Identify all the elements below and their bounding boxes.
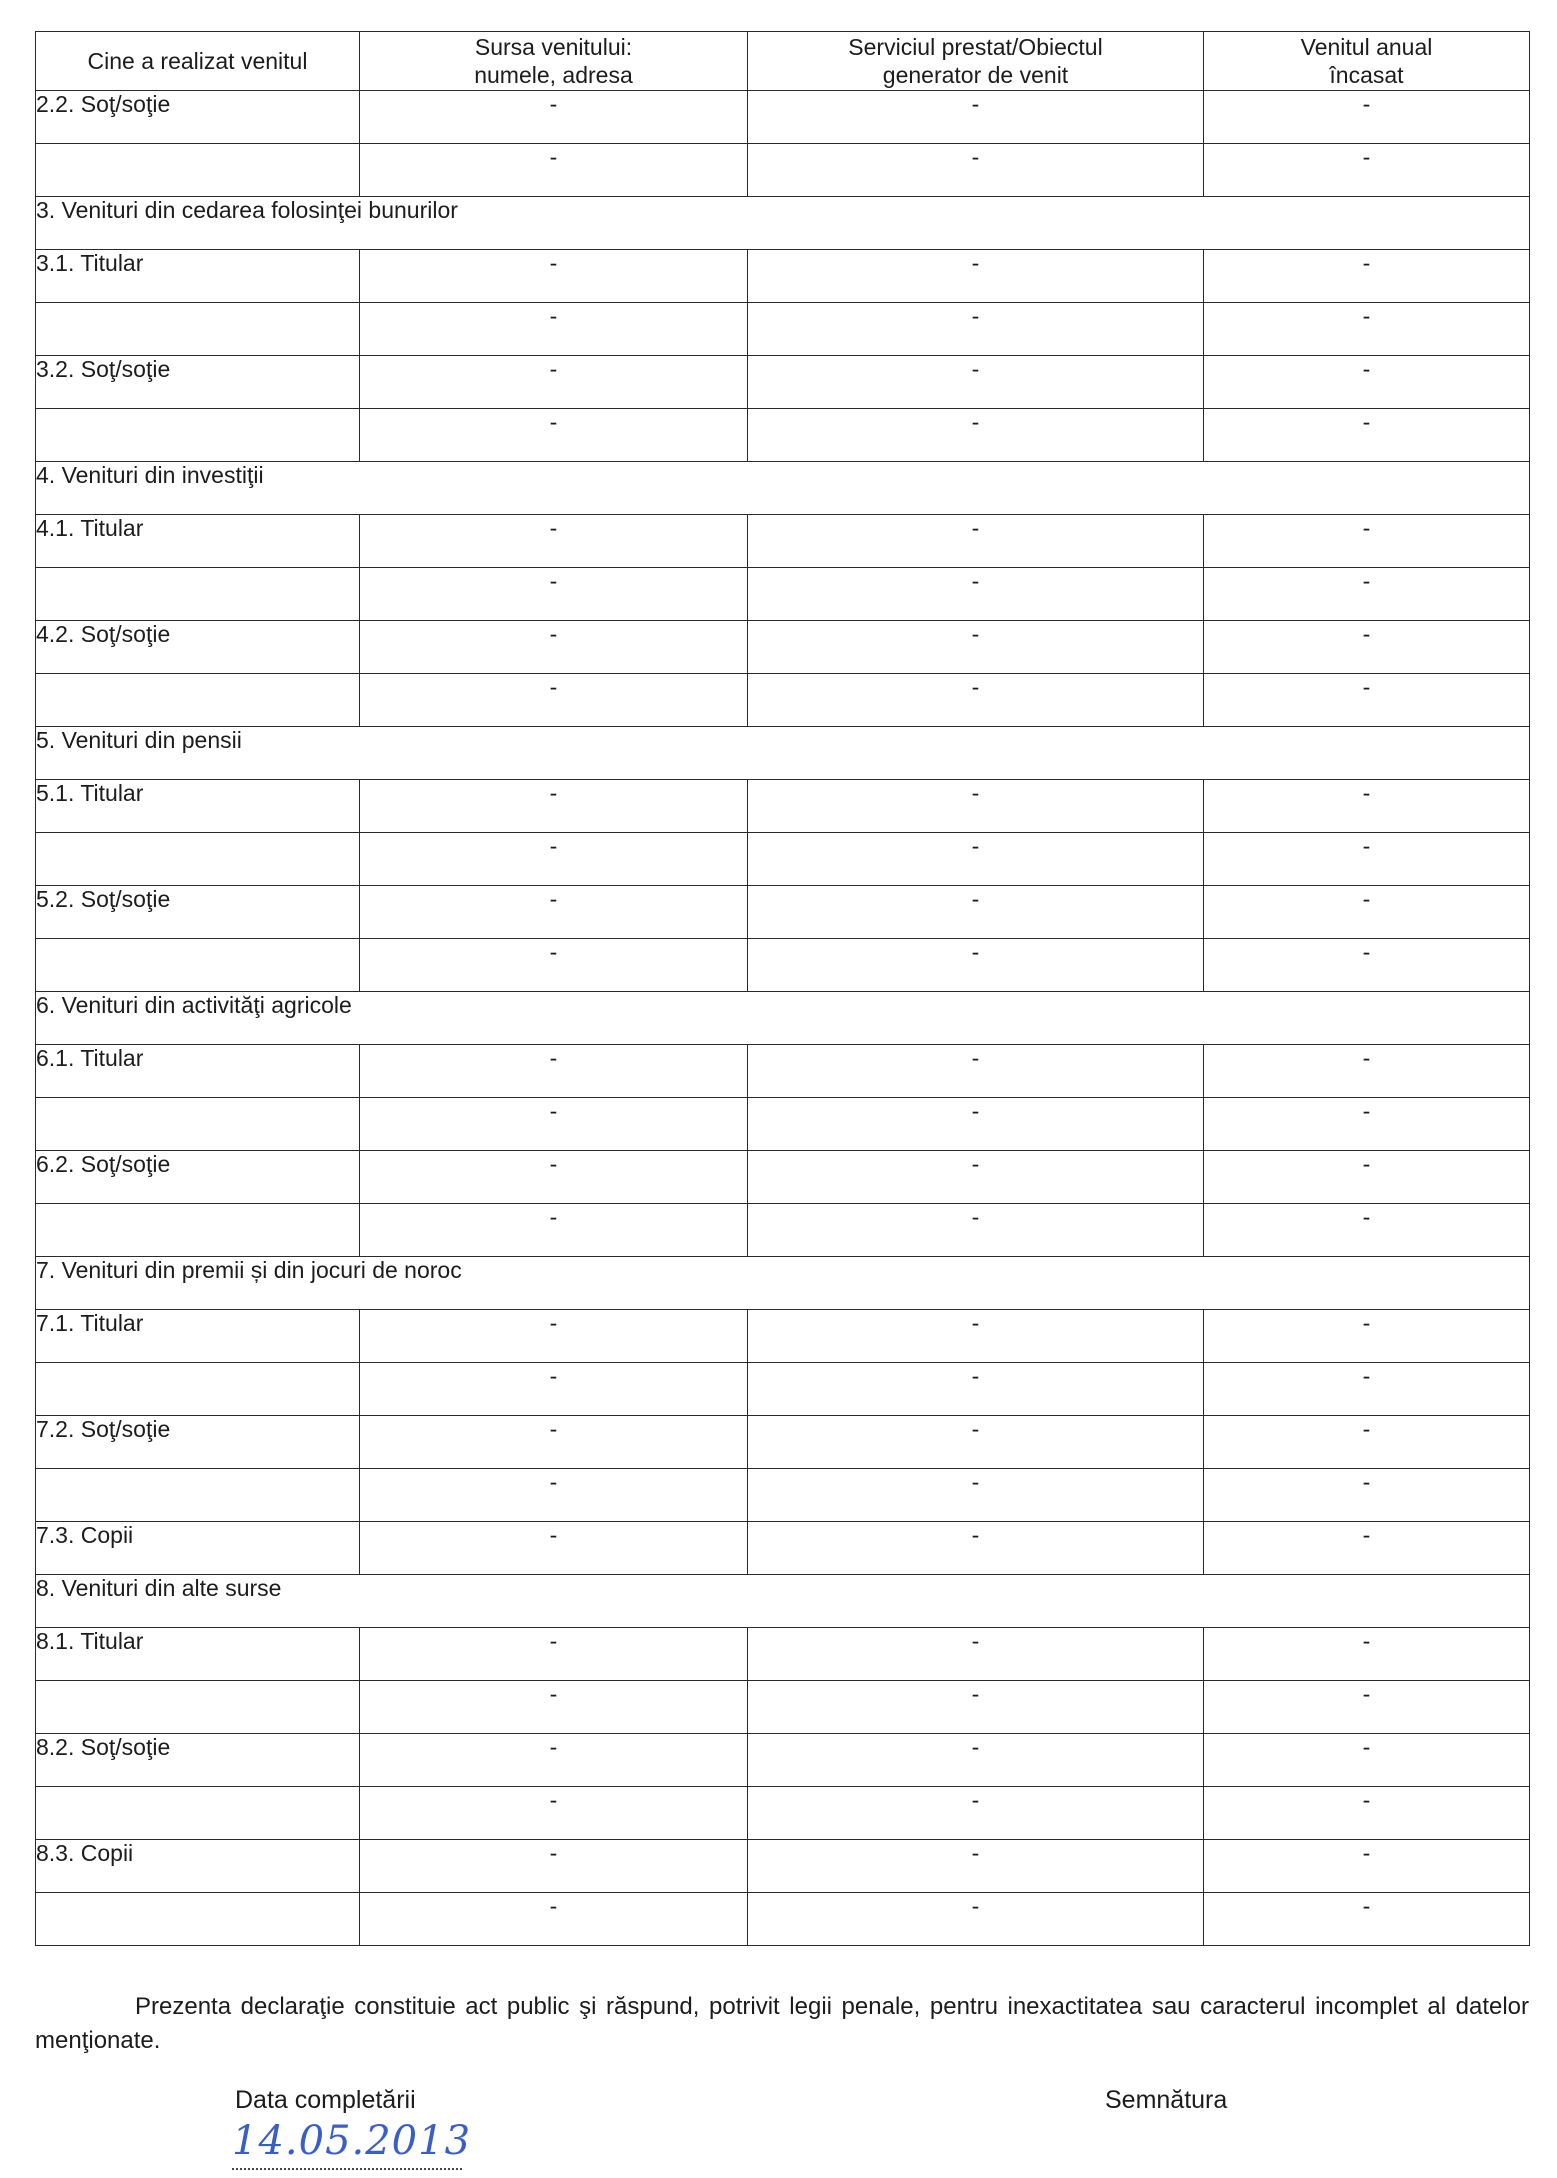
row-label: 4.1. Titular (36, 515, 360, 568)
table-row (36, 1628, 1530, 1681)
value-cell: - (748, 621, 1204, 674)
value-cell: - (1204, 1893, 1530, 1946)
date-label: Data completării (235, 2086, 416, 2114)
row-label (36, 568, 360, 621)
value-cell: - (1204, 1204, 1530, 1257)
value-cell: - (748, 1045, 1204, 1098)
value-cell: - (360, 939, 748, 992)
value-cell: - (360, 780, 748, 833)
row-label (36, 303, 360, 356)
section-title: 7. Venituri din premii și din jocuri de noroc (36, 1257, 1530, 1310)
value-cell: - (1204, 250, 1530, 303)
value-cell: - (748, 1310, 1204, 1363)
value-cell: - (748, 780, 1204, 833)
table-row (36, 1151, 1530, 1204)
row-label: 8.2. Soţ/soţie (36, 1734, 360, 1787)
value-cell: - (360, 621, 748, 674)
table-row (36, 1840, 1530, 1893)
section-title: 8. Venituri din alte surse (36, 1575, 1530, 1628)
value-cell: - (1204, 1045, 1530, 1098)
row-label: 3.1. Titular (36, 250, 360, 303)
row-label: 7.3. Copii (36, 1522, 360, 1575)
value-cell: - (360, 91, 748, 144)
value-cell: - (360, 1363, 748, 1416)
value-cell: - (1204, 1469, 1530, 1522)
value-cell: - (360, 303, 748, 356)
value-cell: - (1204, 1522, 1530, 1575)
value-cell: - (1204, 833, 1530, 886)
section-title: 4. Venituri din investiţii (36, 462, 1530, 515)
row-label: 4.2. Soţ/soţie (36, 621, 360, 674)
value-cell: - (360, 409, 748, 462)
value-cell: - (748, 356, 1204, 409)
row-label (36, 144, 360, 197)
value-cell: - (1204, 568, 1530, 621)
value-cell: - (748, 303, 1204, 356)
table-row (36, 1416, 1530, 1469)
row-label (36, 1098, 360, 1151)
section-row (36, 992, 1530, 1045)
table-row (36, 1681, 1530, 1734)
table-row (36, 780, 1530, 833)
value-cell: - (1204, 780, 1530, 833)
value-cell: - (1204, 1628, 1530, 1681)
value-cell: - (748, 1469, 1204, 1522)
value-cell: - (748, 939, 1204, 992)
value-cell: - (748, 1681, 1204, 1734)
section-row (36, 1257, 1530, 1310)
value-cell: - (360, 1310, 748, 1363)
row-label: 6.2. Soţ/soţie (36, 1151, 360, 1204)
row-label (36, 1469, 360, 1522)
value-cell: - (360, 515, 748, 568)
table-row (36, 144, 1530, 197)
table-body (36, 91, 1530, 1946)
value-cell: - (1204, 1151, 1530, 1204)
row-label (36, 1787, 360, 1840)
value-cell: - (748, 91, 1204, 144)
value-cell: - (1204, 1310, 1530, 1363)
value-cell: - (748, 409, 1204, 462)
table-row (36, 250, 1530, 303)
table-row (36, 1893, 1530, 1946)
row-label (36, 939, 360, 992)
header-cell: Venitul anual încasat (1204, 32, 1530, 91)
value-cell: - (748, 144, 1204, 197)
value-cell: - (748, 1893, 1204, 1946)
header-cell: Cine a realizat venitul (36, 32, 360, 91)
value-cell: - (1204, 1734, 1530, 1787)
value-cell: - (1204, 356, 1530, 409)
table-row (36, 833, 1530, 886)
table-row (36, 1310, 1530, 1363)
value-cell: - (360, 1681, 748, 1734)
row-label: 8.3. Copii (36, 1840, 360, 1893)
value-cell: - (360, 568, 748, 621)
table-row (36, 356, 1530, 409)
row-label: 5.2. Soţ/soţie (36, 886, 360, 939)
section-row (36, 462, 1530, 515)
section-row (36, 727, 1530, 780)
table-row (36, 939, 1530, 992)
value-cell: - (360, 1469, 748, 1522)
value-cell: - (748, 1416, 1204, 1469)
declaration-statement: Prezenta declaraţie constituie act public şi răspund, potrivit legii penale, pentru inexactitatea sau caracterul incomplet al datelor menţionate. (35, 1993, 1529, 2054)
value-cell: - (1204, 621, 1530, 674)
value-cell: - (1204, 1363, 1530, 1416)
value-cell: - (360, 1787, 748, 1840)
value-cell: - (1204, 674, 1530, 727)
value-cell: - (1204, 303, 1530, 356)
date-value-text: 14.05.2013 (232, 2118, 472, 2164)
income-table (35, 31, 1530, 1946)
value-cell: - (748, 568, 1204, 621)
value-cell: - (748, 886, 1204, 939)
table-row (36, 91, 1530, 144)
row-label (36, 1363, 360, 1416)
value-cell: - (1204, 1787, 1530, 1840)
value-cell: - (748, 1840, 1204, 1893)
row-label: 8.1. Titular (36, 1628, 360, 1681)
value-cell: - (748, 1628, 1204, 1681)
value-cell: - (1204, 144, 1530, 197)
table-row (36, 1734, 1530, 1787)
handwritten-date (232, 2118, 472, 2174)
header-cell: Serviciul prestat/Obiectul generator de venit (748, 32, 1204, 91)
value-cell: - (360, 250, 748, 303)
value-cell: - (360, 886, 748, 939)
row-label (36, 1681, 360, 1734)
table-row (36, 1363, 1530, 1416)
value-cell: - (1204, 1681, 1530, 1734)
value-cell: - (1204, 939, 1530, 992)
row-label: 5.1. Titular (36, 780, 360, 833)
section-title: 6. Venituri din activităţi agricole (36, 992, 1530, 1045)
value-cell: - (1204, 1840, 1530, 1893)
value-cell: - (748, 1151, 1204, 1204)
value-cell: - (360, 1416, 748, 1469)
table-row (36, 674, 1530, 727)
table-row (36, 1045, 1530, 1098)
value-cell: - (360, 833, 748, 886)
value-cell: - (360, 1098, 748, 1151)
table-row (36, 568, 1530, 621)
value-cell: - (748, 1787, 1204, 1840)
signature-label: Semnătura (1105, 2086, 1228, 2114)
header-cell: Sursa venitului: numele, adresa (360, 32, 748, 91)
table-row (36, 886, 1530, 939)
value-cell: - (1204, 515, 1530, 568)
value-cell: - (360, 1840, 748, 1893)
value-cell: - (1204, 91, 1530, 144)
dotted-line (232, 2168, 462, 2170)
table-row (36, 1204, 1530, 1257)
section-row (36, 197, 1530, 250)
table-header-row (36, 32, 1530, 91)
value-cell: - (748, 250, 1204, 303)
value-cell: - (360, 1045, 748, 1098)
row-label (36, 833, 360, 886)
row-label: 3.2. Soţ/soţie (36, 356, 360, 409)
table-row (36, 1469, 1530, 1522)
value-cell: - (360, 1204, 748, 1257)
row-label: 2.2. Soţ/soţie (36, 91, 360, 144)
table-row (36, 409, 1530, 462)
value-cell: - (360, 1151, 748, 1204)
value-cell: - (1204, 886, 1530, 939)
value-cell: - (1204, 1098, 1530, 1151)
value-cell: - (360, 1628, 748, 1681)
section-title: 3. Venituri din cedarea folosinţei bunurilor (36, 197, 1530, 250)
value-cell: - (748, 515, 1204, 568)
table-row (36, 303, 1530, 356)
table-row (36, 1787, 1530, 1840)
value-cell: - (748, 1734, 1204, 1787)
value-cell: - (748, 1204, 1204, 1257)
row-label (36, 1893, 360, 1946)
row-label: 6.1. Titular (36, 1045, 360, 1098)
value-cell: - (748, 1363, 1204, 1416)
row-label (36, 409, 360, 462)
table-row (36, 515, 1530, 568)
value-cell: - (360, 356, 748, 409)
row-label (36, 1204, 360, 1257)
row-label: 7.1. Titular (36, 1310, 360, 1363)
section-title: 5. Venituri din pensii (36, 727, 1530, 780)
value-cell: - (748, 674, 1204, 727)
table-row (36, 621, 1530, 674)
value-cell: - (360, 1522, 748, 1575)
value-cell: - (360, 674, 748, 727)
value-cell: - (360, 1893, 748, 1946)
value-cell: - (360, 1734, 748, 1787)
value-cell: - (748, 1522, 1204, 1575)
value-cell: - (748, 1098, 1204, 1151)
section-row (36, 1575, 1530, 1628)
table-row (36, 1522, 1530, 1575)
row-label (36, 674, 360, 727)
value-cell: - (748, 833, 1204, 886)
value-cell: - (1204, 1416, 1530, 1469)
table-row (36, 1098, 1530, 1151)
value-cell: - (360, 144, 748, 197)
value-cell: - (1204, 409, 1530, 462)
row-label: 7.2. Soţ/soţie (36, 1416, 360, 1469)
